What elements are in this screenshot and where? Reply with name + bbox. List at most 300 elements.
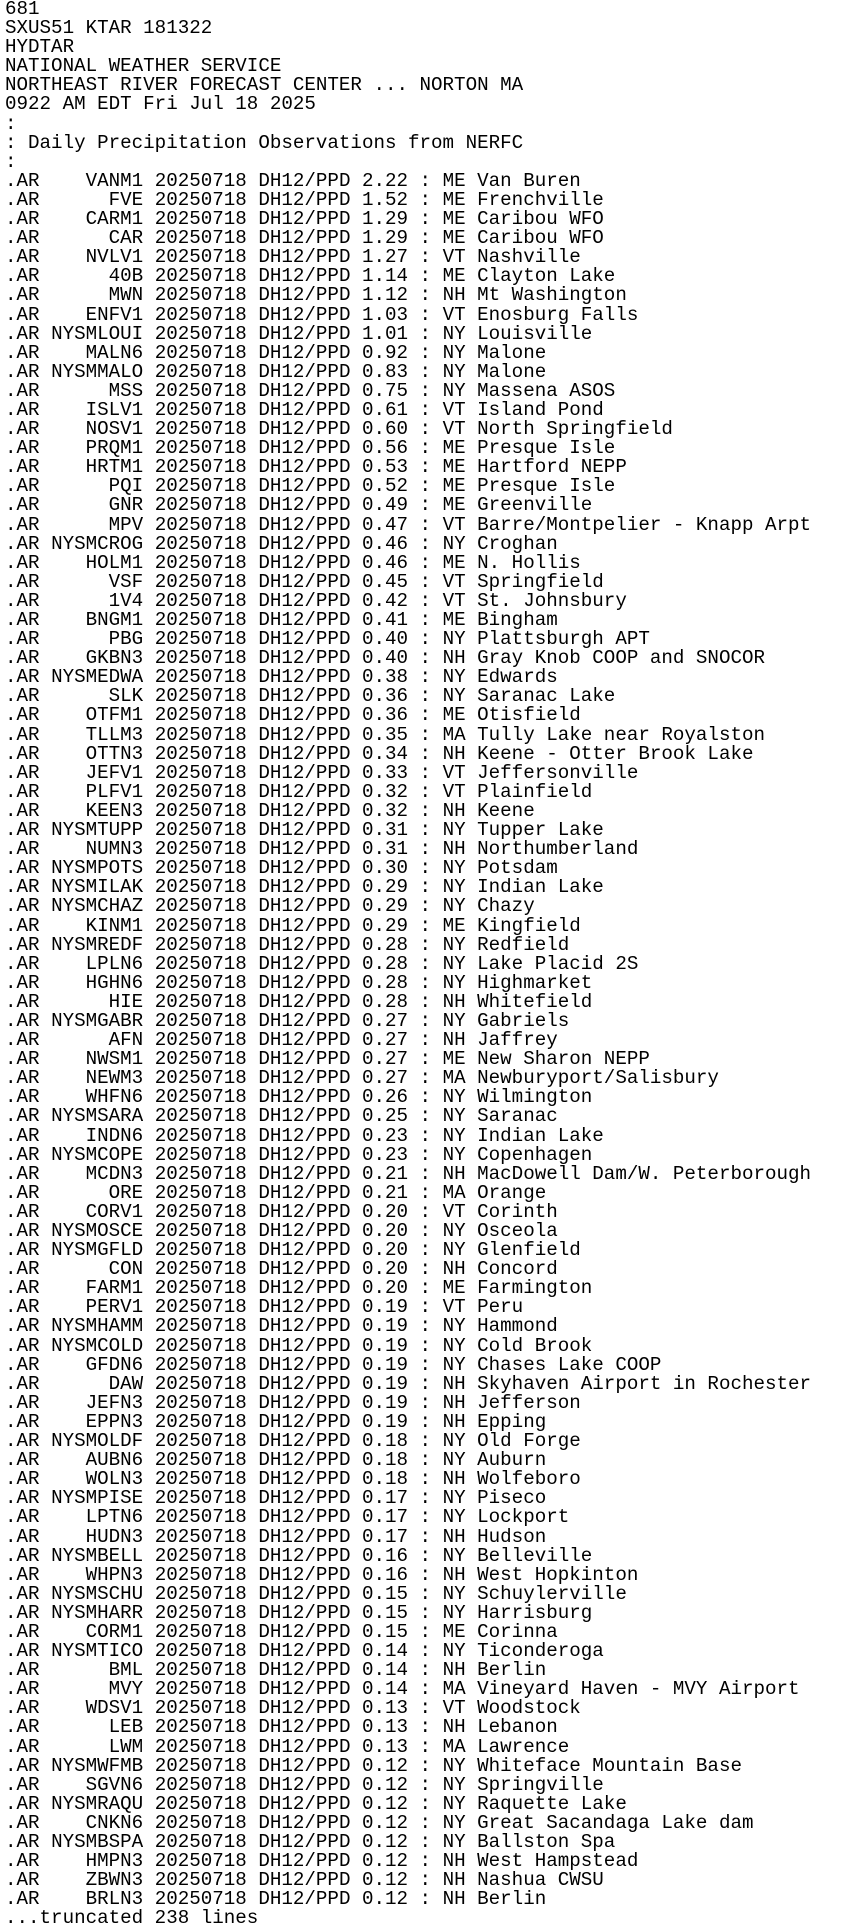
shef-code: DH12/PPD (258, 1296, 351, 1319)
record-type: .AR (5, 1048, 40, 1071)
observation-row: .AR NOSV1 20250718 DH12/PPD 0.60 : VT North Springfield (5, 418, 673, 441)
station-name: North Springfield (477, 418, 673, 441)
station-name: Wilmington (477, 1086, 593, 1109)
station-id: EPPN3 (85, 1410, 144, 1433)
shef-code: DH12/PPD (258, 1869, 351, 1892)
station-name: Epping (477, 1410, 547, 1433)
observation-date: 20250718 (154, 532, 247, 555)
shef-code: DH12/PPD (258, 780, 351, 803)
observation-row: .AR FVE 20250718 DH12/PPD 1.52 : ME Frenchville (5, 188, 604, 211)
observation-date: 20250718 (154, 188, 247, 211)
observation-row: .AR WHPN3 20250718 DH12/PPD 0.16 : NH West Hopkinton (5, 1563, 639, 1586)
observation-date: 20250718 (154, 1124, 247, 1147)
station-name: Springfield (477, 570, 604, 593)
station-id: NYSMCHAZ (51, 895, 144, 918)
shef-code: DH12/PPD (258, 1029, 351, 1052)
record-type: .AR (5, 1716, 40, 1739)
record-type: .AR (5, 1697, 40, 1720)
station-id: NWSM1 (85, 1048, 144, 1071)
record-type: .AR (5, 780, 40, 803)
station-id: NYSMCROG (51, 532, 144, 555)
station-id: ORE (108, 1181, 144, 1204)
observation-date: 20250718 (154, 1697, 247, 1720)
station-name: Lockport (477, 1506, 570, 1529)
observation-row: .AR CON 20250718 DH12/PPD 0.20 : NH Concord (5, 1258, 558, 1281)
station-id: NYSMOLDF (51, 1430, 144, 1453)
state-code: NY (442, 1640, 466, 1663)
observation-date: 20250718 (154, 1315, 247, 1338)
station-id: GFDN6 (85, 1353, 144, 1376)
precip-value: 0.45 (361, 570, 409, 593)
precip-value: 0.15 (361, 1582, 409, 1605)
observation-row: .AR ISLV1 20250718 DH12/PPD 0.61 : VT Island Pond (5, 398, 604, 421)
station-id: VSF (108, 570, 144, 593)
state-code: VT (442, 246, 466, 269)
station-id: NYSMHAMM (51, 1315, 144, 1338)
precip-value: 0.23 (361, 1124, 409, 1147)
state-code: VT (442, 303, 466, 326)
station-name: Ticonderoga (477, 1640, 604, 1663)
record-type: .AR (5, 188, 40, 211)
state-code: NH (442, 1410, 466, 1433)
precip-value: 0.17 (361, 1525, 409, 1548)
observation-date: 20250718 (154, 723, 247, 746)
observation-row: .AR JEFN3 20250718 DH12/PPD 0.19 : NH Jefferson (5, 1391, 581, 1414)
station-name: Farmington (477, 1277, 593, 1300)
station-name: Lebanon (477, 1716, 558, 1739)
record-type: .AR (5, 1468, 40, 1491)
station-id: GNR (108, 494, 144, 517)
observation-row: .AR GKBN3 20250718 DH12/PPD 0.40 : NH Gray Knob COOP and SNOCOR (5, 647, 765, 670)
state-code: MA (442, 723, 466, 746)
shef-code: DH12/PPD (258, 398, 351, 421)
station-name: Skyhaven Airport in Rochester (477, 1372, 812, 1395)
station-name: Edwards (477, 666, 558, 689)
station-id: PQI (108, 475, 144, 498)
record-type: .AR (5, 1678, 40, 1701)
record-type: .AR (5, 666, 40, 689)
precip-value: 0.33 (361, 761, 409, 784)
observation-row: .AR OTFM1 20250718 DH12/PPD 0.36 : ME Otisfield (5, 704, 581, 727)
record-type: .AR (5, 990, 40, 1013)
station-name: Orange (477, 1181, 547, 1204)
station-id: JEFN3 (85, 1391, 144, 1414)
record-type: .AR (5, 265, 40, 288)
observation-row: .AR MWN 20250718 DH12/PPD 1.12 : NH Mt Washington (5, 284, 627, 307)
precip-value: 0.20 (361, 1258, 409, 1281)
record-type: .AR (5, 1659, 40, 1682)
observation-row: .AR LPLN6 20250718 DH12/PPD 0.28 : NY Lake Placid 2S (5, 952, 639, 975)
station-name: Osceola (477, 1220, 558, 1242)
station-id: NYSMOSCE (51, 1220, 144, 1242)
observation-row: .AR OTTN3 20250718 DH12/PPD 0.34 : NH Keene - Otter Brook Lake (5, 742, 754, 765)
observation-row: .AR NYSMREDF 20250718 DH12/PPD 0.28 : NY Redfield (5, 933, 570, 956)
observation-row: .AR PERV1 20250718 DH12/PPD 0.19 : VT Peru (5, 1296, 524, 1319)
station-name: Saranac Lake (477, 685, 616, 708)
record-type: .AR (5, 1029, 40, 1052)
observation-date: 20250718 (154, 1430, 247, 1453)
observation-date: 20250718 (154, 761, 247, 784)
observation-row: .AR GFDN6 20250718 DH12/PPD 0.19 : NY Chases Lake COOP (5, 1353, 662, 1376)
shef-code: DH12/PPD (258, 1048, 351, 1071)
shef-code: DH12/PPD (258, 322, 351, 345)
shef-code: DH12/PPD (258, 971, 351, 994)
station-id: PBG (108, 628, 144, 651)
record-type: .AR (5, 1258, 40, 1281)
station-name: Wolfeboro (477, 1468, 581, 1491)
observation-row: .AR MSS 20250718 DH12/PPD 0.75 : NY Massena ASOS (5, 379, 616, 402)
precip-value: 0.21 (361, 1162, 409, 1185)
precip-value: 0.19 (361, 1296, 409, 1319)
station-id: OTTN3 (85, 742, 144, 765)
observation-row: .AR NYSMGFLD 20250718 DH12/PPD 0.20 : NY Glenfield (5, 1239, 581, 1262)
observation-row: .AR AFN 20250718 DH12/PPD 0.27 : NH Jaffrey (5, 1029, 558, 1052)
precip-value: 1.01 (361, 322, 409, 345)
record-type: .AR (5, 322, 40, 345)
station-id: MCDN3 (85, 1162, 144, 1185)
shef-code: DH12/PPD (258, 933, 351, 956)
observation-row: .AR NYSMPISE 20250718 DH12/PPD 0.17 : NY Piseco (5, 1487, 547, 1510)
station-id: KINM1 (85, 914, 144, 937)
precip-value: 0.60 (361, 418, 409, 441)
precip-value: 0.27 (361, 1048, 409, 1071)
state-code: NY (442, 1353, 466, 1376)
observation-date: 20250718 (154, 990, 247, 1013)
observation-date: 20250718 (154, 1888, 247, 1911)
observation-row: .AR 1V4 20250718 DH12/PPD 0.42 : VT St. Johnsbury (5, 589, 627, 612)
observation-date: 20250718 (154, 1277, 247, 1300)
shef-code: DH12/PPD (258, 1563, 351, 1586)
station-name: Hudson (477, 1525, 547, 1548)
state-code: NY (442, 628, 466, 651)
shef-code: DH12/PPD (258, 819, 351, 842)
shef-code: DH12/PPD (258, 1525, 351, 1548)
record-type: .AR (5, 1735, 40, 1758)
record-type: .AR (5, 1506, 40, 1529)
record-type: .AR (5, 1430, 40, 1453)
station-name: West Hampstead (477, 1850, 639, 1873)
observation-date: 20250718 (154, 895, 247, 918)
state-code: NY (442, 1792, 466, 1815)
station-name: Nashville (477, 246, 581, 269)
station-id: CNKN6 (85, 1811, 144, 1834)
station-name: Bingham (477, 609, 558, 631)
observation-date: 20250718 (154, 1200, 247, 1223)
precip-value: 0.53 (361, 456, 409, 479)
station-id: PRQM1 (85, 437, 144, 460)
record-type: .AR (5, 1181, 40, 1204)
observation-row: .AR NYSMCOLD 20250718 DH12/PPD 0.19 : NY Cold Brook (5, 1334, 593, 1357)
state-code: ME (442, 227, 466, 250)
observation-row: .AR AUBN6 20250718 DH12/PPD 0.18 : NY Auburn (5, 1449, 547, 1472)
precip-value: 0.29 (361, 914, 409, 937)
state-code: NY (442, 666, 466, 689)
precip-value: 0.12 (361, 1850, 409, 1873)
header-line: : (5, 150, 17, 173)
observation-date: 20250718 (154, 1869, 247, 1892)
record-type: .AR (5, 609, 40, 631)
station-name: Hammond (477, 1315, 558, 1338)
record-type: .AR (5, 895, 40, 918)
precip-value: 0.27 (361, 1067, 409, 1090)
station-id: NYSMWFMB (51, 1754, 144, 1777)
record-type: .AR (5, 1105, 40, 1128)
precip-value: 0.20 (361, 1220, 409, 1242)
station-name: Keene - Otter Brook Lake (477, 742, 754, 765)
precip-value: 0.17 (361, 1487, 409, 1510)
station-name: Corinth (477, 1200, 558, 1223)
precip-value: 0.15 (361, 1601, 409, 1624)
station-id: MALN6 (85, 341, 144, 364)
state-code: ME (442, 475, 466, 498)
precip-value: 0.40 (361, 628, 409, 651)
shef-code: DH12/PPD (258, 551, 351, 574)
observation-row: .AR NEWM3 20250718 DH12/PPD 0.27 : MA Newburyport/Salisbury (5, 1067, 719, 1090)
station-name: Lawrence (477, 1735, 570, 1758)
station-name: Gabriels (477, 1009, 570, 1032)
precip-value: 0.20 (361, 1200, 409, 1223)
header-line: NORTHEAST RIVER FORECAST CENTER ... NORTON MA (5, 74, 524, 97)
station-name: St. Johnsbury (477, 589, 627, 612)
record-type: .AR (5, 819, 40, 842)
observation-date: 20250718 (154, 1544, 247, 1567)
state-code: ME (442, 551, 466, 574)
observation-row: .AR NYSMCHAZ 20250718 DH12/PPD 0.29 : NY Chazy (5, 895, 535, 918)
observation-row: .AR NYSMWFMB 20250718 DH12/PPD 0.12 : NY Whiteface Mountain Base (5, 1754, 742, 1777)
station-id: NYSMEDWA (51, 666, 144, 689)
state-code: NH (442, 1372, 466, 1395)
station-id: HOLM1 (85, 551, 144, 574)
station-id: ZBWN3 (85, 1869, 144, 1892)
record-type: .AR (5, 628, 40, 651)
record-type: .AR (5, 589, 40, 612)
station-name: Kingfield (477, 914, 581, 937)
observation-row: .AR NYSMTICO 20250718 DH12/PPD 0.14 : NY Ticonderoga (5, 1640, 604, 1663)
shef-code: DH12/PPD (258, 685, 351, 708)
observation-date: 20250718 (154, 1754, 247, 1777)
shef-code: DH12/PPD (258, 1582, 351, 1605)
observation-date: 20250718 (154, 1105, 247, 1128)
observation-row: .AR MVY 20250718 DH12/PPD 0.14 : MA Vineyard Haven - MVY Airport (5, 1678, 800, 1701)
state-code: VT (442, 513, 466, 536)
observation-date: 20250718 (154, 1009, 247, 1032)
precip-value: 0.16 (361, 1563, 409, 1586)
precip-value: 0.19 (361, 1372, 409, 1395)
precip-value: 0.13 (361, 1735, 409, 1758)
record-type: .AR (5, 303, 40, 326)
shef-code: DH12/PPD (258, 1277, 351, 1300)
observation-date: 20250718 (154, 1640, 247, 1663)
record-type: .AR (5, 398, 40, 421)
state-code: VT (442, 570, 466, 593)
station-name: Caribou WFO (477, 227, 604, 250)
observation-row: .AR HOLM1 20250718 DH12/PPD 0.46 : ME N. Hollis (5, 551, 581, 574)
shef-code: DH12/PPD (258, 1200, 351, 1223)
precip-value: 0.28 (361, 933, 409, 956)
station-name: Harrisburg (477, 1601, 593, 1624)
observation-row: .AR KINM1 20250718 DH12/PPD 0.29 : ME Kingfield (5, 914, 581, 937)
shef-code: DH12/PPD (258, 1544, 351, 1567)
station-id: OTFM1 (85, 704, 144, 727)
observation-row: .AR NYSMSARA 20250718 DH12/PPD 0.25 : NY Saranac (5, 1105, 558, 1128)
record-type: .AR (5, 761, 40, 784)
station-id: KEEN3 (85, 799, 144, 822)
precip-value: 0.16 (361, 1544, 409, 1567)
observation-row: .AR NYSMHARR 20250718 DH12/PPD 0.15 : NY Harrisburg (5, 1601, 593, 1624)
header-line: 681 (5, 0, 40, 20)
station-id: AUBN6 (85, 1449, 144, 1472)
observation-date: 20250718 (154, 475, 247, 498)
observation-row: .AR NYSMGABR 20250718 DH12/PPD 0.27 : NY Gabriels (5, 1009, 570, 1032)
precip-value: 0.12 (361, 1792, 409, 1815)
station-name: Berlin (477, 1888, 547, 1911)
observation-date: 20250718 (154, 1525, 247, 1548)
shef-code: DH12/PPD (258, 628, 351, 651)
state-code: NY (442, 1124, 466, 1147)
station-id: WOLN3 (85, 1468, 144, 1491)
station-name: Springville (477, 1773, 604, 1796)
precip-value: 0.36 (361, 704, 409, 727)
observation-date: 20250718 (154, 1601, 247, 1624)
record-type: .AR (5, 246, 40, 269)
shef-code: DH12/PPD (258, 1468, 351, 1491)
record-type: .AR (5, 513, 40, 536)
observation-row: .AR MPV 20250718 DH12/PPD 0.47 : VT Barre/Montpelier - Knapp Arpt (5, 513, 812, 536)
state-code: NY (442, 971, 466, 994)
record-type: .AR (5, 379, 40, 402)
shef-code: DH12/PPD (258, 742, 351, 765)
precip-value: 0.26 (361, 1086, 409, 1109)
state-code: NY (442, 1449, 466, 1472)
record-type: .AR (5, 360, 40, 383)
precip-value: 0.42 (361, 589, 409, 612)
state-code: NY (442, 360, 466, 383)
observation-date: 20250718 (154, 799, 247, 822)
record-type: .AR (5, 1372, 40, 1395)
precip-value: 0.21 (361, 1181, 409, 1204)
shef-code: DH12/PPD (258, 1430, 351, 1453)
precip-value: 0.35 (361, 723, 409, 746)
station-id: INDN6 (85, 1124, 144, 1147)
station-name: Jeffersonville (477, 761, 639, 784)
state-code: NY (442, 857, 466, 880)
precip-value: 0.20 (361, 1277, 409, 1300)
precip-value: 0.38 (361, 666, 409, 689)
station-id: NYSMMALO (51, 360, 144, 383)
station-id: NYSMTUPP (51, 819, 144, 842)
record-type: .AR (5, 723, 40, 746)
state-code: NH (442, 1525, 466, 1548)
precip-value: 0.92 (361, 341, 409, 364)
header-line: NATIONAL WEATHER SERVICE (5, 55, 282, 78)
observation-date: 20250718 (154, 418, 247, 441)
station-name: Potsdam (477, 857, 558, 880)
precip-value: 0.27 (361, 1029, 409, 1052)
observation-date: 20250718 (154, 1735, 247, 1758)
precip-value: 0.19 (361, 1315, 409, 1338)
record-type: .AR (5, 1487, 40, 1510)
record-type: .AR (5, 494, 40, 517)
state-code: NY (442, 1239, 466, 1262)
state-code: NH (442, 742, 466, 765)
record-type: .AR (5, 1773, 40, 1796)
header-line: : Daily Precipitation Observations from NERFC (5, 131, 524, 154)
state-code: NH (442, 284, 466, 307)
station-name: Frenchville (477, 188, 604, 211)
state-code: ME (442, 456, 466, 479)
state-code: NY (442, 1009, 466, 1032)
record-type: .AR (5, 1850, 40, 1873)
station-id: DAW (108, 1372, 144, 1395)
shef-code: DH12/PPD (258, 952, 351, 975)
station-id: TLLM3 (85, 723, 144, 746)
station-name: Presque Isle (477, 475, 616, 498)
station-id: NVLV1 (85, 246, 144, 269)
record-type: .AR (5, 1449, 40, 1472)
precip-value: 0.56 (361, 437, 409, 460)
station-name: Gray Knob COOP and SNOCOR (477, 647, 765, 670)
observation-date: 20250718 (154, 1162, 247, 1185)
state-code: VT (442, 1200, 466, 1223)
station-name: Tully Lake near Royalston (477, 723, 765, 746)
station-id: GKBN3 (85, 647, 144, 670)
observation-row: .AR FARM1 20250718 DH12/PPD 0.20 : ME Farmington (5, 1277, 593, 1300)
station-id: NYSMLOUI (51, 322, 144, 345)
precip-value: 0.12 (361, 1773, 409, 1796)
station-id: MSS (108, 379, 144, 402)
observation-date: 20250718 (154, 303, 247, 326)
precip-value: 1.03 (361, 303, 409, 326)
observation-row: .AR CARM1 20250718 DH12/PPD 1.29 : ME Caribou WFO (5, 208, 604, 231)
shef-code: DH12/PPD (258, 1811, 351, 1834)
observation-row: .AR WDSV1 20250718 DH12/PPD 0.13 : VT Woodstock (5, 1697, 581, 1720)
precip-value: 0.14 (361, 1678, 409, 1701)
station-id: NYSMGABR (51, 1009, 144, 1032)
station-id: HMPN3 (85, 1850, 144, 1873)
shef-code: DH12/PPD (258, 838, 351, 861)
shef-code: DH12/PPD (258, 647, 351, 670)
observation-row: .AR NYSMSCHU 20250718 DH12/PPD 0.15 : NY Schuylerville (5, 1582, 627, 1605)
station-id: JEFV1 (85, 761, 144, 784)
observation-row: .AR EPPN3 20250718 DH12/PPD 0.19 : NH Epping (5, 1410, 547, 1433)
observation-date: 20250718 (154, 1220, 247, 1242)
shef-code: DH12/PPD (258, 857, 351, 880)
shef-code: DH12/PPD (258, 1086, 351, 1109)
record-type: .AR (5, 1831, 40, 1853)
precip-value: 0.12 (361, 1869, 409, 1892)
record-type: .AR (5, 341, 40, 364)
observation-date: 20250718 (154, 1067, 247, 1090)
precip-value: 0.13 (361, 1697, 409, 1720)
record-type: .AR (5, 456, 40, 479)
precip-value: 0.12 (361, 1754, 409, 1777)
observation-date: 20250718 (154, 398, 247, 421)
observation-date: 20250718 (154, 1143, 247, 1166)
observation-date: 20250718 (154, 704, 247, 727)
record-type: .AR (5, 1601, 40, 1624)
station-name: Raquette Lake (477, 1792, 627, 1815)
record-type: .AR (5, 1277, 40, 1300)
record-type: .AR (5, 1067, 40, 1090)
record-type: .AR (5, 876, 40, 899)
station-id: NYSMGFLD (51, 1239, 144, 1262)
record-type: .AR (5, 1009, 40, 1032)
observation-date: 20250718 (154, 494, 247, 517)
record-type: .AR (5, 647, 40, 670)
station-name: Croghan (477, 532, 558, 555)
station-id: NYSMRAQU (51, 1792, 144, 1815)
observation-row: .AR WOLN3 20250718 DH12/PPD 0.18 : NH Wolfeboro (5, 1468, 581, 1491)
